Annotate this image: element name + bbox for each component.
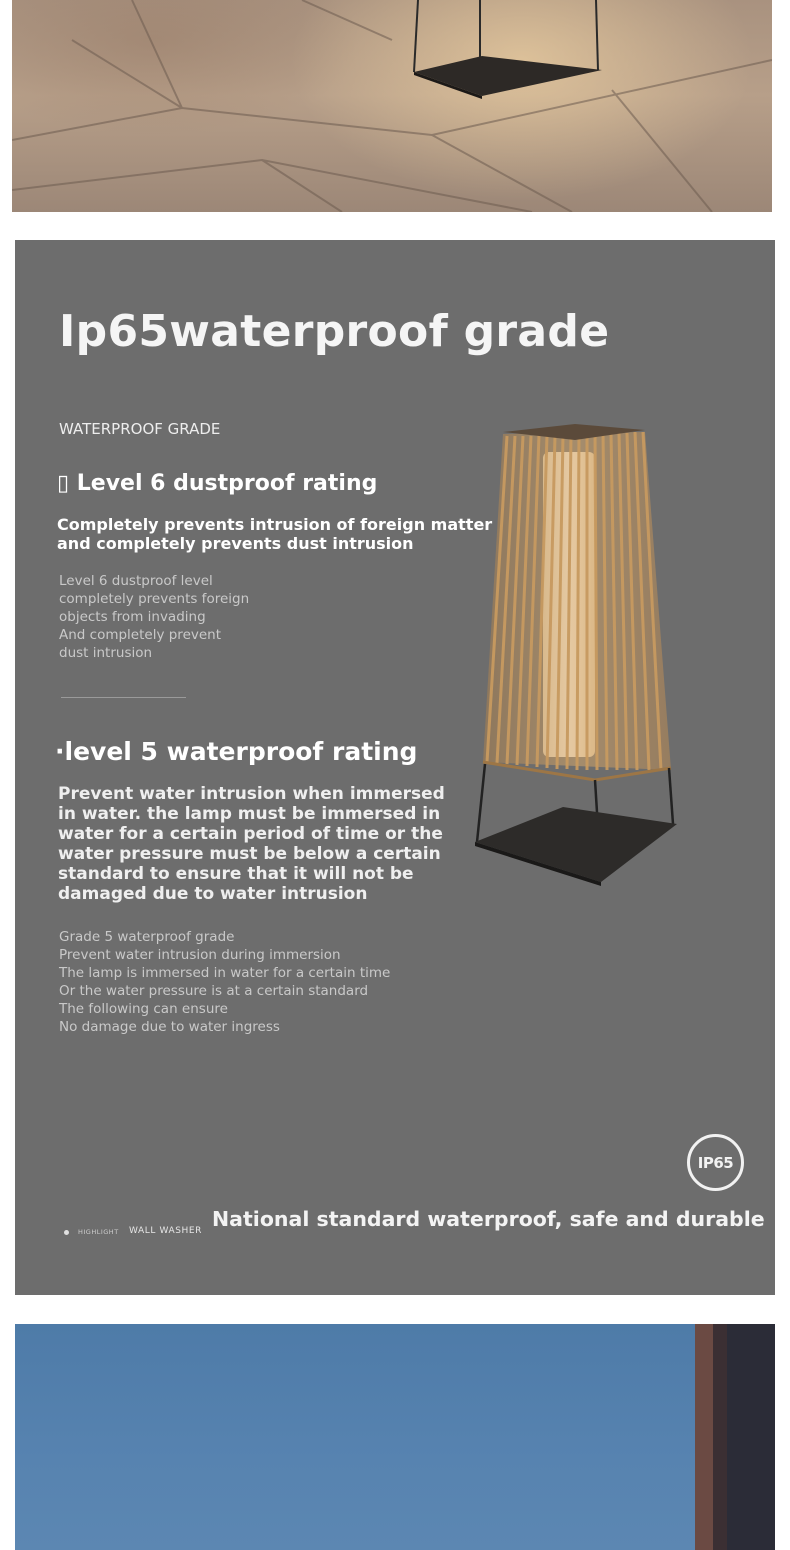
building-frame (713, 1324, 727, 1550)
detail-line: The following can ensure (59, 1001, 228, 1017)
dustproof-heading: ▯ Level 6 dustproof rating (57, 471, 378, 496)
section-divider (61, 697, 186, 698)
detail-line: Prevent water intrusion during immersion (59, 947, 341, 963)
building-frame (695, 1324, 713, 1550)
section-subheading: WATERPROOF GRADE (59, 420, 221, 438)
detail-line: objects from invading (59, 609, 206, 625)
waterproof-summary: Prevent water intrusion when immersed in water. the lamp must be immersed in water for a certain period of time or the water pressure must be below a certain standard to ensure that it will not be damaged due to water intrusion (58, 784, 445, 904)
paving-stones-image (12, 0, 772, 212)
slogan: National standard waterproof, safe and durable (212, 1207, 765, 1231)
tag-highlight: HIGHLIGHT (78, 1228, 119, 1236)
dustproof-detail (59, 572, 289, 662)
detail-line: And completely prevent (59, 627, 222, 643)
detail-line: completely prevents foreign (59, 591, 250, 607)
detail-line: Grade 5 waterproof grade (59, 929, 235, 945)
dot-bullet-icon (64, 1230, 69, 1235)
dustproof-summary: Completely prevents intrusion of foreign matter and completely prevents dust intrusion (57, 515, 493, 553)
detail-line: dust intrusion (59, 645, 153, 661)
ip65-badge-icon (687, 1134, 744, 1191)
waterproof-detail (59, 928, 439, 1036)
detail-line: No damage due to water ingress (59, 1019, 280, 1035)
waterproof-heading: ·level 5 waterproof rating (55, 737, 418, 766)
detail-line: The lamp is immersed in water for a certain time (59, 965, 391, 981)
waterproof-info-panel (15, 240, 775, 1295)
bottom-product-photo (15, 1324, 775, 1550)
tag-wall-washer: WALL WASHER (129, 1226, 203, 1236)
page-title: Ip65waterproof grade (59, 306, 610, 357)
ip65-badge-label: IP65 (697, 1153, 734, 1172)
detail-line: Or the water pressure is at a certain standard (59, 983, 369, 999)
top-product-photo (12, 0, 772, 212)
building-frame (727, 1324, 775, 1550)
rattan-floor-lamp-image (455, 422, 685, 892)
detail-line: Level 6 dustproof level (59, 573, 213, 589)
